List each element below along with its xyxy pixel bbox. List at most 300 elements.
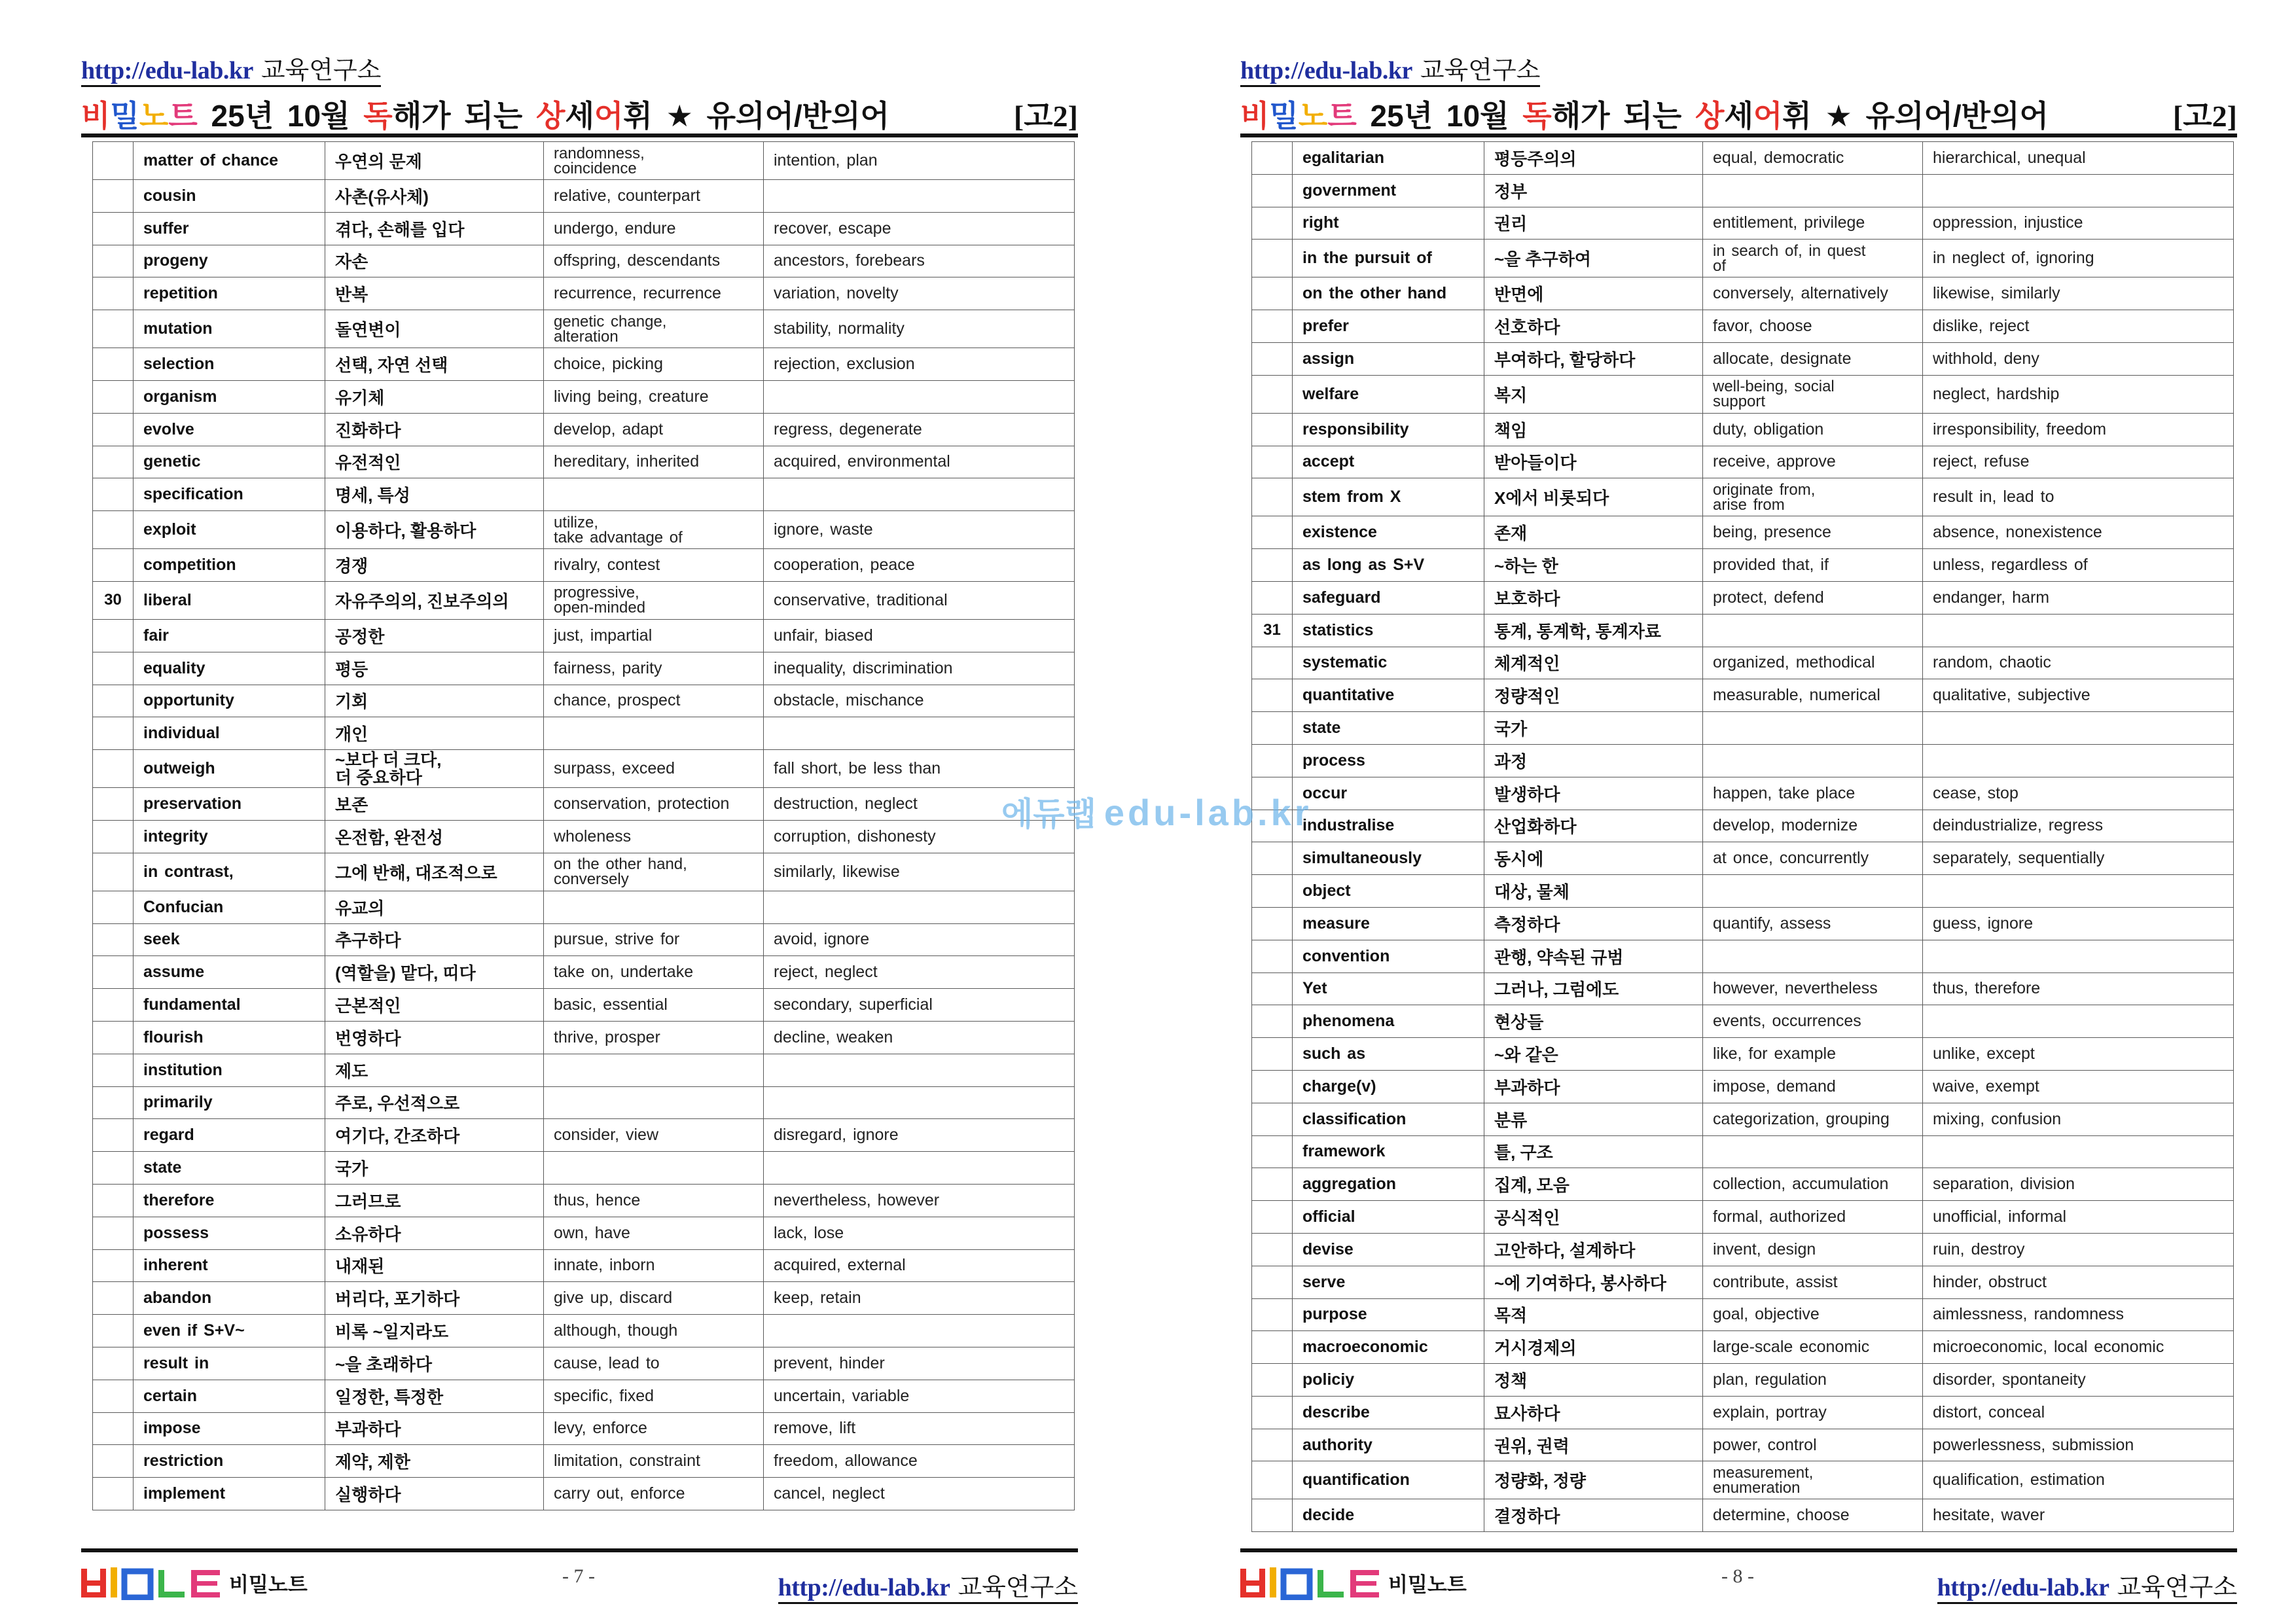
synonyms-cell [544, 891, 764, 923]
vocab-row [93, 652, 1075, 685]
row-number [93, 652, 134, 685]
word-cell: matter of chance [134, 142, 325, 180]
synonyms-cell: just, impartial [544, 619, 764, 652]
page-title [1240, 96, 2237, 132]
vocab-table [92, 141, 1075, 1510]
synonyms-cell: chance, prospect [544, 685, 764, 717]
synonyms-cell: plan, regulation [1703, 1364, 1923, 1397]
antonyms-cell: inequality, discrimination [764, 652, 1075, 685]
vocab-row [93, 750, 1075, 788]
vocab-row [93, 1412, 1075, 1445]
row-number [1252, 1070, 1293, 1103]
synonyms-cell: being, presence [1703, 516, 1923, 549]
vocab-row [1252, 1461, 2234, 1499]
word-cell: as long as S+V [1293, 549, 1484, 582]
synonyms-cell: randomness, coincidence [544, 142, 764, 180]
meaning-cell: 고안하다, 설계하다 [1484, 1233, 1703, 1266]
row-number [1252, 744, 1293, 777]
word-cell: classification [1293, 1103, 1484, 1135]
site-url[interactable]: http://edu-lab.kr [81, 57, 253, 84]
word-cell: government [1293, 174, 1484, 207]
title-segment: 휘 ★ 유의어/반의어 [1782, 99, 2049, 133]
synonyms-cell: provided that, if [1703, 549, 1923, 582]
title-segment: 어 [594, 99, 624, 133]
row-number [93, 1217, 134, 1249]
word-cell: describe [1293, 1396, 1484, 1429]
vocab-row [1252, 679, 2234, 712]
footer-site-link[interactable] [1937, 1573, 2237, 1604]
word-cell: primarily [134, 1086, 325, 1119]
title-segment: 어 [1753, 99, 1783, 133]
footer-rule [81, 1548, 1078, 1552]
synonyms-cell: consider, view [544, 1119, 764, 1152]
antonyms-cell [764, 1054, 1075, 1086]
meaning-cell: 보호하다 [1484, 581, 1703, 614]
synonyms-cell: although, though [544, 1315, 764, 1347]
antonyms-cell: cancel, neglect [764, 1478, 1075, 1510]
site-org: 교육연구소 [1420, 57, 1541, 84]
meaning-cell: 동시에 [1484, 842, 1703, 875]
antonyms-cell: powerlessness, submission [1923, 1429, 2234, 1461]
meaning-cell: 선택, 자연 선택 [325, 348, 544, 381]
antonyms-cell: intention, plan [764, 142, 1075, 180]
row-number [93, 413, 134, 446]
synonyms-cell: give up, discard [544, 1282, 764, 1315]
synonyms-cell: collection, accumulation [1703, 1168, 1923, 1201]
vocab-row [1252, 1396, 2234, 1429]
row-number [1252, 1461, 1293, 1499]
vocab-row [93, 989, 1075, 1022]
antonyms-cell: uncertain, variable [764, 1380, 1075, 1412]
word-cell: charge(v) [1293, 1070, 1484, 1103]
antonyms-cell: unofficial, informal [1923, 1201, 2234, 1234]
vocab-row [1252, 647, 2234, 679]
meaning-cell: 권리 [1484, 207, 1703, 240]
synonyms-cell [1703, 712, 1923, 745]
antonyms-cell: qualification, estimation [1923, 1461, 2234, 1499]
antonyms-cell: in neglect of, ignoring [1923, 240, 2234, 277]
vocab-row [93, 1152, 1075, 1185]
vocab-row [1252, 581, 2234, 614]
meaning-cell: 버리다, 포기하다 [325, 1282, 544, 1315]
antonyms-cell: neglect, hardship [1923, 375, 2234, 413]
vocab-row [93, 1315, 1075, 1347]
meaning-cell: 정량적인 [1484, 679, 1703, 712]
synonyms-cell: entitlement, privilege [1703, 207, 1923, 240]
antonyms-cell [1923, 1005, 2234, 1038]
meaning-cell: 현상들 [1484, 1005, 1703, 1038]
row-number [1252, 310, 1293, 343]
title-segment: 노 [139, 99, 169, 133]
word-cell: measure [1293, 907, 1484, 940]
meaning-cell: ~하는 한 [1484, 549, 1703, 582]
vocab-row [1252, 240, 2234, 277]
synonyms-cell: impose, demand [1703, 1070, 1923, 1103]
meaning-cell: 보존 [325, 788, 544, 821]
word-cell: purpose [1293, 1298, 1484, 1331]
antonyms-cell [764, 891, 1075, 923]
antonyms-cell: deindustrialize, regress [1923, 810, 2234, 842]
word-cell: integrity [134, 820, 325, 853]
row-number [1252, 907, 1293, 940]
synonyms-cell: undergo, endure [544, 212, 764, 245]
site-url[interactable]: http://edu-lab.kr [1240, 57, 1412, 84]
antonyms-cell: cooperation, peace [764, 549, 1075, 582]
row-number [1252, 446, 1293, 478]
title-segment: 비 [1240, 99, 1270, 133]
row-number [93, 891, 134, 923]
synonyms-cell: power, control [1703, 1429, 1923, 1461]
row-number [93, 1086, 134, 1119]
vocab-row [93, 1217, 1075, 1249]
antonyms-cell [764, 380, 1075, 413]
antonyms-cell: result in, lead to [1923, 478, 2234, 516]
row-number [1252, 1103, 1293, 1135]
word-cell: policiy [1293, 1364, 1484, 1397]
meaning-cell: 유전적인 [325, 446, 544, 478]
row-number [1252, 549, 1293, 582]
word-cell: preservation [134, 788, 325, 821]
vocab-row [1252, 516, 2234, 549]
word-cell: quantification [1293, 1461, 1484, 1499]
vocab-row [93, 1380, 1075, 1412]
word-cell: Yet [1293, 972, 1484, 1005]
word-cell: serve [1293, 1266, 1484, 1298]
row-number [93, 212, 134, 245]
word-cell: decide [1293, 1499, 1484, 1532]
word-cell: even if S+V~ [134, 1315, 325, 1347]
vocab-row [1252, 478, 2234, 516]
synonyms-cell: hereditary, inherited [544, 446, 764, 478]
row-number [1252, 1499, 1293, 1532]
logo-text: 비밀노트 [229, 1573, 308, 1596]
word-cell: cousin [134, 180, 325, 213]
row-number [93, 1412, 134, 1445]
row-number [1252, 478, 1293, 516]
synonyms-cell: formal, authorized [1703, 1201, 1923, 1234]
title-segment: 밀 [110, 99, 139, 133]
meaning-cell: 정부 [1484, 174, 1703, 207]
watermark-en: edu-lab.kr [1103, 792, 1312, 833]
meaning-cell: 번영하다 [325, 1021, 544, 1054]
antonyms-cell: obstacle, mischance [764, 685, 1075, 717]
meaning-cell: 공정한 [325, 619, 544, 652]
antonyms-cell: fall short, be less than [764, 750, 1075, 788]
antonyms-cell: distort, conceal [1923, 1396, 2234, 1429]
synonyms-cell [544, 478, 764, 511]
title-segment: 노 [1298, 99, 1328, 133]
synonyms-cell [1703, 940, 1923, 972]
synonyms-cell: utilize, take advantage of [544, 511, 764, 549]
row-number [93, 511, 134, 549]
word-cell: right [1293, 207, 1484, 240]
meaning-cell: 온전함, 완전성 [325, 820, 544, 853]
antonyms-cell: keep, retain [764, 1282, 1075, 1315]
row-number [1252, 207, 1293, 240]
antonyms-cell: mixing, confusion [1923, 1103, 2234, 1135]
vocab-row [1252, 614, 2234, 647]
antonyms-cell: recover, escape [764, 212, 1075, 245]
vocab-row [1252, 940, 2234, 972]
vocab-row [1252, 777, 2234, 810]
vocab-row [93, 549, 1075, 582]
antonyms-cell: separately, sequentially [1923, 842, 2234, 875]
antonyms-cell: acquired, environmental [764, 446, 1075, 478]
row-number [1252, 342, 1293, 375]
word-cell: on the other hand [1293, 277, 1484, 310]
antonyms-cell: freedom, allowance [764, 1445, 1075, 1478]
footer-site-link[interactable] [778, 1573, 1078, 1604]
site-org: 교육연구소 [2117, 1574, 2237, 1601]
word-cell: simultaneously [1293, 842, 1484, 875]
synonyms-cell: at once, concurrently [1703, 842, 1923, 875]
row-number [1252, 1135, 1293, 1168]
row-number: 31 [1252, 614, 1293, 647]
vocab-row [93, 1478, 1075, 1510]
word-cell: phenomena [1293, 1005, 1484, 1038]
meaning-cell: 일정한, 특정한 [325, 1380, 544, 1412]
vocab-table-body [1252, 142, 2234, 1532]
title-segment: 세 [1724, 99, 1753, 133]
vocab-row [1252, 1429, 2234, 1461]
title-segment: 상 [1695, 99, 1725, 133]
title-segment: 밀 [1269, 99, 1299, 133]
synonyms-cell: measurable, numerical [1703, 679, 1923, 712]
antonyms-cell: microeconomic, local economic [1923, 1331, 2234, 1364]
word-cell: abandon [134, 1282, 325, 1315]
antonyms-cell: corruption, dishonesty [764, 820, 1075, 853]
vocab-row [1252, 744, 2234, 777]
word-cell: stem from X [1293, 478, 1484, 516]
meaning-cell: 비록 ~일지라도 [325, 1315, 544, 1347]
word-cell: authority [1293, 1429, 1484, 1461]
meaning-cell: 평등 [325, 652, 544, 685]
synonyms-cell: happen, take place [1703, 777, 1923, 810]
vocab-row [93, 1021, 1075, 1054]
vocab-row [93, 180, 1075, 213]
antonyms-cell: conservative, traditional [764, 581, 1075, 619]
word-cell: state [134, 1152, 325, 1185]
header-site-link[interactable] [1240, 56, 1540, 87]
word-cell: macroeconomic [1293, 1331, 1484, 1364]
vocab-row [1252, 1298, 2234, 1331]
synonyms-cell: thrive, prosper [544, 1021, 764, 1054]
vocab-row [93, 923, 1075, 956]
row-number [1252, 375, 1293, 413]
antonyms-cell: decline, weaken [764, 1021, 1075, 1054]
antonyms-cell [764, 1086, 1075, 1119]
vocab-row [1252, 207, 2234, 240]
row-number [93, 142, 134, 180]
word-cell: convention [1293, 940, 1484, 972]
word-cell: prefer [1293, 310, 1484, 343]
title-segment: 비 [81, 99, 111, 133]
footer-logo [81, 1564, 308, 1601]
meaning-cell: 반복 [325, 277, 544, 310]
title-segment: 독 [1522, 99, 1552, 133]
synonyms-cell: in search of, in quest of [1703, 240, 1923, 277]
meaning-cell: 선호하다 [1484, 310, 1703, 343]
row-number [93, 1315, 134, 1347]
row-number [93, 1249, 134, 1282]
meaning-cell: 부여하다, 할당하다 [1484, 342, 1703, 375]
row-number [1252, 516, 1293, 549]
vocab-row [1252, 712, 2234, 745]
synonyms-cell: originate from, arise from [1703, 478, 1923, 516]
synonyms-cell: equal, democratic [1703, 142, 1923, 175]
vocab-row [93, 142, 1075, 180]
synonyms-cell: limitation, constraint [544, 1445, 764, 1478]
synonyms-cell: recurrence, recurrence [544, 277, 764, 310]
antonyms-cell: qualitative, subjective [1923, 679, 2234, 712]
synonyms-cell: genetic change, alteration [544, 310, 764, 348]
word-cell: genetic [134, 446, 325, 478]
meaning-cell: 명세, 특성 [325, 478, 544, 511]
meaning-cell: 주로, 우선적으로 [325, 1086, 544, 1119]
word-cell: competition [134, 549, 325, 582]
meaning-cell: ~보다 더 크다, 더 중요하다 [325, 750, 544, 788]
meaning-cell: 그러나, 그럼에도 [1484, 972, 1703, 1005]
antonyms-cell: dislike, reject [1923, 310, 2234, 343]
meaning-cell: 정책 [1484, 1364, 1703, 1397]
vocab-row [93, 956, 1075, 989]
antonyms-cell: ignore, waste [764, 511, 1075, 549]
meaning-cell: 통계, 통계학, 통계자료 [1484, 614, 1703, 647]
antonyms-cell: unlike, except [1923, 1038, 2234, 1071]
word-cell: fair [134, 619, 325, 652]
site-url[interactable]: http://edu-lab.kr [778, 1574, 950, 1601]
word-cell: egalitarian [1293, 142, 1484, 175]
vocab-table-body [93, 142, 1075, 1510]
word-cell: inherent [134, 1249, 325, 1282]
vocab-row [1252, 375, 2234, 413]
meaning-cell: 국가 [1484, 712, 1703, 745]
synonyms-cell: categorization, grouping [1703, 1103, 1923, 1135]
meaning-cell: 내재된 [325, 1249, 544, 1282]
brand-logo-mark [1240, 1565, 1380, 1600]
row-number [93, 380, 134, 413]
synonyms-cell: invent, design [1703, 1233, 1923, 1266]
word-cell: progeny [134, 245, 325, 277]
vocab-row [1252, 1103, 2234, 1135]
row-number [93, 446, 134, 478]
word-cell: equality [134, 652, 325, 685]
word-cell: state [1293, 712, 1484, 745]
meaning-cell: 권위, 권력 [1484, 1429, 1703, 1461]
synonyms-cell [544, 1086, 764, 1119]
meaning-cell: 개인 [325, 717, 544, 750]
page-number: - 7 - [562, 1565, 595, 1587]
meaning-cell: 제약, 제한 [325, 1445, 544, 1478]
antonyms-cell: variation, novelty [764, 277, 1075, 310]
page-7 [81, 0, 1078, 1623]
word-cell: regard [134, 1119, 325, 1152]
synonyms-cell: basic, essential [544, 989, 764, 1022]
title-segment: 25년 10월 [1356, 99, 1523, 133]
meaning-cell: 책임 [1484, 413, 1703, 446]
antonyms-cell: remove, lift [764, 1412, 1075, 1445]
antonyms-cell: oppression, injustice [1923, 207, 2234, 240]
vocab-table [1251, 141, 2234, 1532]
row-number [93, 685, 134, 717]
antonyms-cell: hinder, obstruct [1923, 1266, 2234, 1298]
meaning-cell: 실행하다 [325, 1478, 544, 1510]
synonyms-cell: fairness, parity [544, 652, 764, 685]
row-number [93, 1445, 134, 1478]
antonyms-cell: prevent, hinder [764, 1347, 1075, 1380]
antonyms-cell: disregard, ignore [764, 1119, 1075, 1152]
row-number [1252, 842, 1293, 875]
word-cell: quantitative [1293, 679, 1484, 712]
antonyms-cell [1923, 940, 2234, 972]
page-number: - 8 - [1721, 1565, 1754, 1587]
watermark-kr: 에듀랩 [1001, 796, 1096, 832]
vocab-row [93, 212, 1075, 245]
synonyms-cell: own, have [544, 1217, 764, 1249]
vocab-row [93, 1184, 1075, 1217]
vocab-row [93, 380, 1075, 413]
site-org: 교육연구소 [260, 57, 382, 84]
logo-text: 비밀노트 [1388, 1573, 1467, 1596]
synonyms-cell: innate, inborn [544, 1249, 764, 1282]
row-number [1252, 240, 1293, 277]
meaning-cell: 묘사하다 [1484, 1396, 1703, 1429]
synonyms-cell: measurement, enumeration [1703, 1461, 1923, 1499]
vocab-row [93, 446, 1075, 478]
vocab-row [93, 853, 1075, 891]
row-number [93, 1478, 134, 1510]
word-cell: industralise [1293, 810, 1484, 842]
synonyms-cell [544, 1054, 764, 1086]
antonyms-cell: thus, therefore [1923, 972, 2234, 1005]
meaning-cell: 집계, 모음 [1484, 1168, 1703, 1201]
row-number [1252, 1298, 1293, 1331]
row-number: 30 [93, 581, 134, 619]
meaning-cell: 돌연변이 [325, 310, 544, 348]
row-number [1252, 1364, 1293, 1397]
row-number [93, 1119, 134, 1152]
synonyms-cell [1703, 614, 1923, 647]
vocab-row [93, 1347, 1075, 1380]
antonyms-cell: secondary, superficial [764, 989, 1075, 1022]
vocab-row [1252, 549, 2234, 582]
word-cell: liberal [134, 581, 325, 619]
word-cell: accept [1293, 446, 1484, 478]
synonyms-cell: protect, defend [1703, 581, 1923, 614]
header-site-link[interactable] [81, 56, 381, 87]
meaning-cell: 틀, 구조 [1484, 1135, 1703, 1168]
title-text [81, 92, 889, 135]
meaning-cell: 거시경제의 [1484, 1331, 1703, 1364]
synonyms-cell [1703, 744, 1923, 777]
row-number [1252, 1331, 1293, 1364]
antonyms-cell: aimlessness, randomness [1923, 1298, 2234, 1331]
vocab-row [93, 348, 1075, 381]
row-number [1252, 1005, 1293, 1038]
meaning-cell: 그러므로 [325, 1184, 544, 1217]
vocab-row [1252, 1135, 2234, 1168]
meaning-cell: X에서 비롯되다 [1484, 478, 1703, 516]
row-number [1252, 1429, 1293, 1461]
title-segment: 세 [565, 99, 594, 133]
antonyms-cell: ancestors, forebears [764, 245, 1075, 277]
site-url[interactable]: http://edu-lab.kr [1937, 1574, 2109, 1601]
word-cell: statistics [1293, 614, 1484, 647]
vocab-row [93, 245, 1075, 277]
vocab-row [1252, 1233, 2234, 1266]
site-org: 교육연구소 [958, 1574, 1078, 1601]
vocab-row [1252, 1364, 2234, 1397]
